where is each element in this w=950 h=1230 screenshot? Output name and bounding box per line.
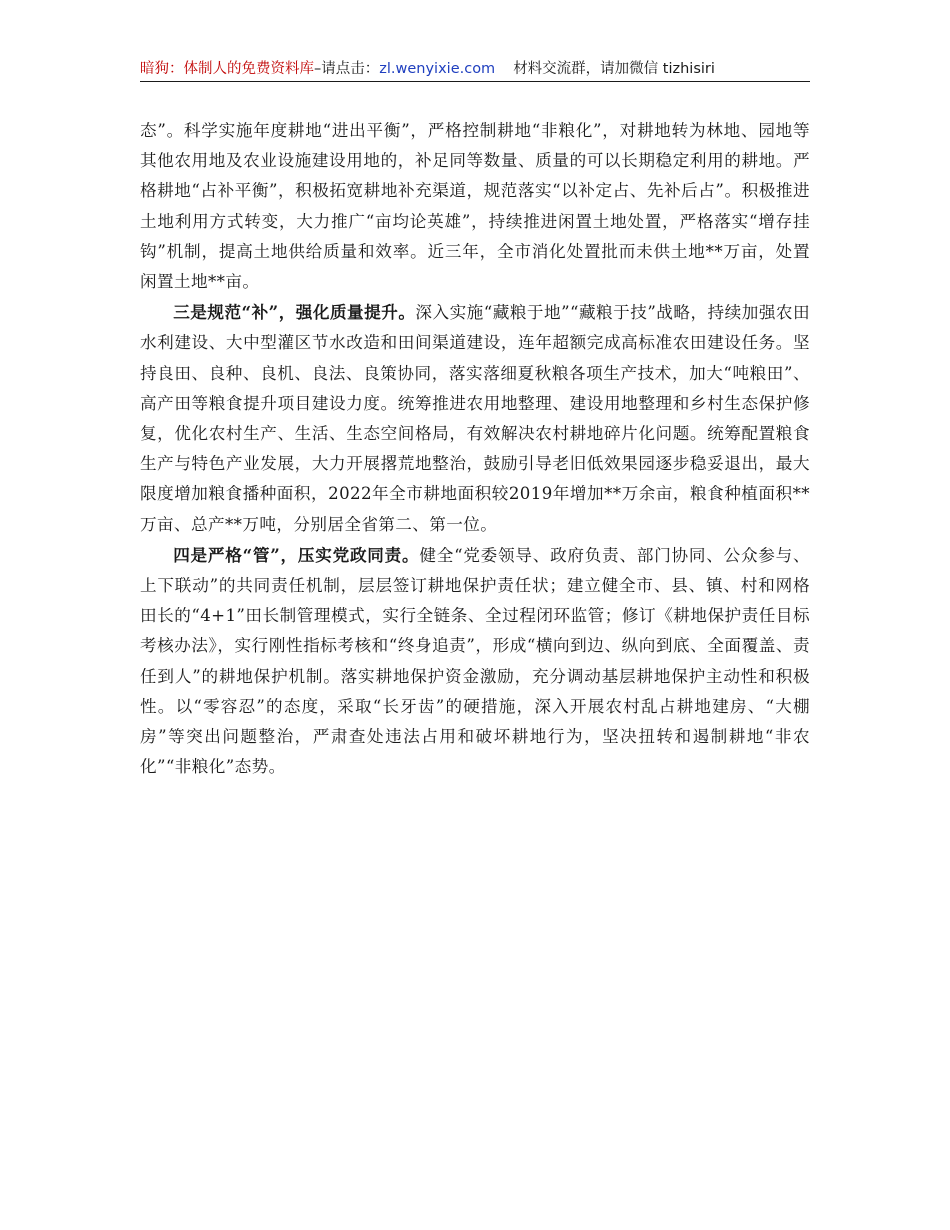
paragraph-management: [140, 540, 810, 783]
paragraph-text: 态”。科学实施年度耕地“进出平衡”，严格控制耕地“非粮化”，对耕地转为林地、园地等其他农用地及农业设施建设用地的，补足同等数量、质量的可以长期稳定利用的耕地。严格耕地“占补平衡”，积极拓宽耕地补充渠道，规范落实“以补定占、先补后占”。积极推进土地利用方式转变，大力推广“亩均论英雄”，持续推进闲置土地处置，严格落实“增存挂钩”机制，提高土地供给质量和效率。近三年，全市消化处置批而未供土地**万亩，处置闲置土地**亩。: [140, 121, 810, 292]
header-separator: –: [314, 61, 322, 77]
header-click-prompt: 请点击：: [321, 61, 380, 77]
header-url-link[interactable]: zl.wenyixie.com: [379, 61, 496, 77]
paragraph-supplement: [140, 297, 810, 540]
paragraph-text: 健全“党委领导、政府负责、部门协同、公众参与、上下联动”的共同责任机制，层层签订耕地保护责任状；建立健全市、县、镇、村和网格田长的“4+1”田长制管理模式，实行全链条、全过程闭环监管；修订《耕地保护责任目标考核办法》，实行刚性指标考核和“终身追责”，形成“横向到边、纵向到底、全面覆盖、责任到人”的耕地保护机制。落实耕地保护资金激励，充分调动基层耕地保护主动性和积极性。以“零容忍”的态度，采取“长牙齿”的硬措施，深入开展农村乱占耕地建房、“大棚房”等突出问题整治，严肃查处违法占用和破坏耕地行为，坚决扭转和遏制耕地“非农化”“非粮化”态势。: [140, 545, 810, 777]
paragraph-lead: 四是严格“管”，压实党政同责。: [173, 544, 420, 565]
header-divider: [140, 81, 810, 82]
paragraph-lead: 三是规范“补”，强化质量提升。: [173, 302, 416, 323]
document-body: [140, 116, 810, 782]
header-contact: 材料交流群，请加微信 tizhisiri: [513, 61, 715, 77]
paragraph-text: 深入实施“藏粮于地”“藏粮于技”战略，持续加强农田水利建设、大中型灌区节水改造和田间渠道建设，连年超额完成高标准农田建设任务。坚持良田、良种、良机、良法、良策协同，落实落细夏秋粮各项生产技术，加大“吨粮田”、高产田等粮食提升项目建设力度。统筹推进农用地整理、建设用地整理和乡村生态保护修复，优化农村生产、生活、生态空间格局，有效解决农村耕地碎片化问题。统筹配置粮食生产与特色产业发展，大力开展撂荒地整治，鼓励引导老旧低效果园逐步稳妥退出，最大限度增加粮食播种面积，2022年全市耕地面积较2019年增加**万余亩，粮食种植面积**万亩、总产**万吨，分别居全省第二、第一位。: [140, 303, 810, 534]
paragraph-continuation: [140, 116, 810, 297]
page-header: [140, 57, 810, 81]
header-brand: 暗狗：体制人的免费资料库: [140, 61, 314, 77]
